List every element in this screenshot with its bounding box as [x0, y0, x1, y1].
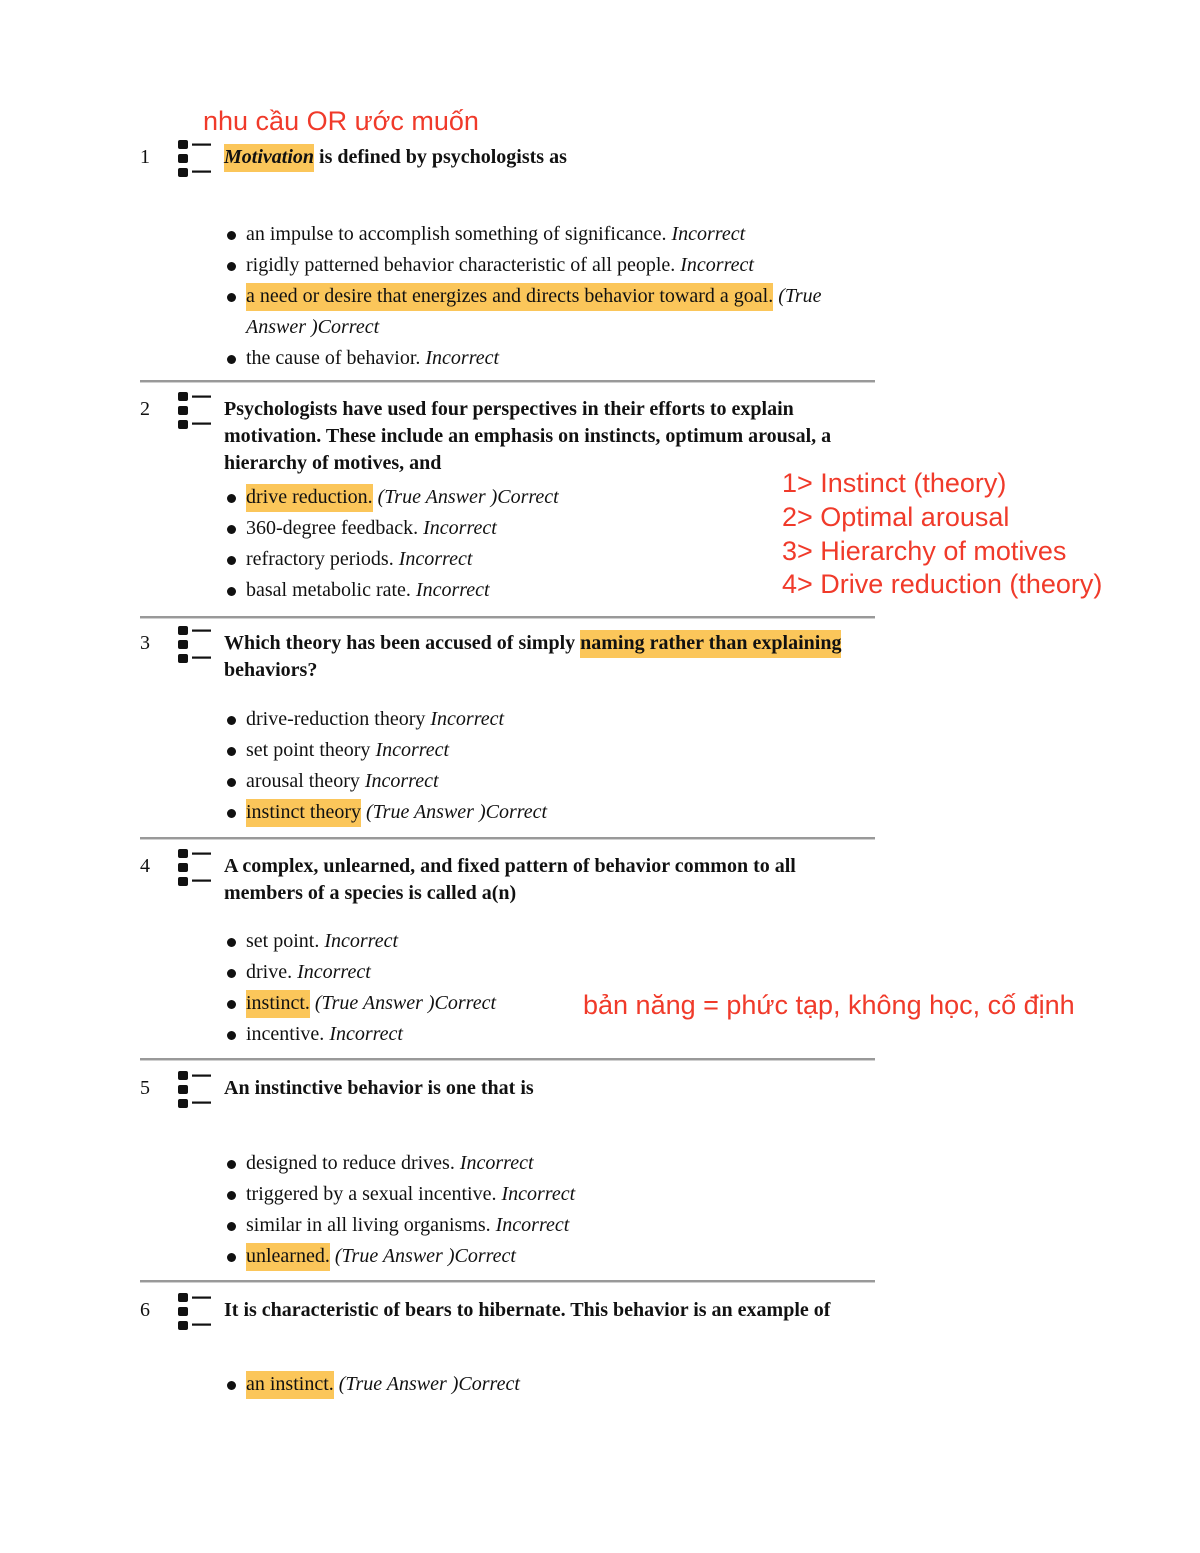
- stem-text: It is characteristic of bears to hibernate. This behavior is an example of: [224, 1299, 831, 1321]
- divider: [140, 616, 875, 619]
- answer-option: [224, 1241, 874, 1272]
- question-stem: [224, 1075, 879, 1102]
- stem-text: Which theory has been accused of simply: [224, 632, 581, 654]
- answer-option: [224, 575, 874, 606]
- highlighted-text: naming rather than explaining: [580, 630, 841, 658]
- answer-option: [224, 281, 874, 343]
- answer-verdict: Incorrect: [292, 961, 371, 983]
- answer-option: [224, 1019, 874, 1050]
- note-perspective-2: 2> Optimal arousal: [782, 502, 1010, 532]
- question-stem: [224, 396, 879, 477]
- divider: [140, 837, 875, 840]
- note-perspective-4: 4> Drive reduction (theory): [782, 569, 1103, 599]
- answer-text: incentive.: [246, 1023, 325, 1045]
- answer-list: [224, 926, 874, 1050]
- answer-option: [224, 544, 874, 575]
- answer-verdict: (True Answer )Correct: [333, 1373, 520, 1395]
- question-number: 3: [140, 632, 150, 654]
- answer-text: the cause of behavior.: [246, 347, 421, 369]
- answer-option: [224, 988, 874, 1019]
- answer-option: [224, 1210, 874, 1241]
- list-icon: [176, 624, 216, 666]
- answer-list: [224, 1369, 874, 1400]
- answer-verdict: Incorrect: [490, 1214, 570, 1236]
- divider: [140, 380, 875, 383]
- note-perspective-3: 3> Hierarchy of motives: [782, 536, 1067, 566]
- question-number: 4: [140, 855, 150, 877]
- answer-text: triggered by a sexual incentive.: [246, 1183, 497, 1205]
- question-number: 5: [140, 1077, 150, 1099]
- stem-text: Psychologists have used four perspectives in their efforts to explain motivation. These include an emphasis on instincts, optimum arousal, a hierarchy of motives, and: [224, 398, 832, 474]
- answer-option: [224, 482, 874, 513]
- stem-text: behaviors?: [224, 659, 318, 681]
- correct-answer-text: instinct theory: [246, 799, 361, 827]
- question-number: 6: [140, 1299, 150, 1321]
- answer-option: [224, 797, 874, 828]
- question-stem: [224, 1297, 879, 1324]
- question-stem: [224, 144, 879, 171]
- answer-text: set point theory: [246, 739, 371, 761]
- highlighted-text: Motivation: [224, 144, 314, 172]
- answer-list: [224, 219, 874, 374]
- note-instinct: bản năng = phức tạp, không học, cố định: [583, 990, 1075, 1020]
- question-stem: [224, 630, 879, 684]
- answer-option: [224, 343, 874, 374]
- divider: [140, 1058, 875, 1061]
- answer-verdict: Incorrect: [324, 1023, 403, 1045]
- stem-text: is defined by psychologists as: [314, 146, 567, 168]
- answer-verdict: Incorrect: [454, 1152, 534, 1174]
- answer-option: [224, 766, 874, 797]
- stem-text: An instinctive behavior is one that is: [224, 1077, 534, 1099]
- answer-option: [224, 957, 874, 988]
- answer-verdict: Incorrect: [319, 930, 399, 952]
- answer-verdict: Incorrect: [675, 254, 754, 276]
- question-stem: [224, 853, 879, 907]
- answer-text: arousal theory: [246, 770, 360, 792]
- answer-option: [224, 513, 874, 544]
- answer-list: [224, 482, 874, 606]
- note-motivation: nhu cầu OR ước muốn: [203, 106, 479, 136]
- answer-verdict: Incorrect: [410, 579, 490, 601]
- list-icon: [176, 1069, 216, 1111]
- answer-text: similar in all living organisms.: [246, 1214, 491, 1236]
- list-icon: [176, 390, 216, 432]
- answer-option: [224, 1179, 874, 1210]
- answer-option: [224, 704, 874, 735]
- question-number: 2: [140, 398, 150, 420]
- answer-verdict: (True Answer )Correct: [360, 801, 548, 823]
- answer-text: 360-degree feedback.: [246, 517, 419, 539]
- note-perspective-1: 1> Instinct (theory): [782, 468, 1007, 498]
- question-number: 1: [140, 146, 150, 168]
- answer-option: [224, 250, 874, 281]
- answer-verdict: Incorrect: [496, 1183, 576, 1205]
- answer-verdict: Incorrect: [420, 347, 500, 369]
- answer-option: [224, 735, 874, 766]
- answer-verdict: Incorrect: [418, 517, 497, 539]
- answer-option: [224, 926, 874, 957]
- correct-answer-text: drive reduction.: [246, 484, 373, 512]
- answer-option: [224, 1148, 874, 1179]
- answer-verdict: Incorrect: [393, 548, 473, 570]
- answer-text: rigidly patterned behavior characteristic of all people.: [246, 254, 676, 276]
- answer-list: [224, 1148, 874, 1272]
- answer-verdict: Incorrect: [666, 223, 746, 245]
- answer-verdict: (True Answer )Correct: [329, 1245, 516, 1267]
- list-icon: [176, 138, 216, 180]
- correct-answer-text: instinct.: [246, 990, 310, 1018]
- correct-answer-text: a need or desire that energizes and directs behavior toward a goal.: [246, 283, 773, 311]
- list-icon: [176, 1291, 216, 1333]
- answer-verdict: (True Answer )Correct: [372, 486, 559, 508]
- answer-verdict: Incorrect: [359, 770, 439, 792]
- answer-option: [224, 1369, 874, 1400]
- answer-verdict: Incorrect: [425, 708, 505, 730]
- answer-option: [224, 219, 874, 250]
- answer-list: [224, 704, 874, 828]
- answer-text: refractory periods.: [246, 548, 394, 570]
- answer-text: drive-reduction theory: [246, 708, 426, 730]
- answer-verdict: Incorrect: [370, 739, 450, 761]
- correct-answer-text: unlearned.: [246, 1243, 330, 1271]
- answer-text: an impulse to accomplish something of significance.: [246, 223, 667, 245]
- answer-verdict: (True Answer )Correct: [246, 285, 822, 338]
- correct-answer-text: an instinct.: [246, 1371, 334, 1399]
- list-icon: [176, 847, 216, 889]
- answer-verdict: (True Answer )Correct: [309, 992, 497, 1014]
- answer-text: designed to reduce drives.: [246, 1152, 455, 1174]
- answer-text: drive.: [246, 961, 293, 983]
- divider: [140, 1280, 875, 1283]
- answer-text: basal metabolic rate.: [246, 579, 411, 601]
- stem-text: A complex, unlearned, and fixed pattern of behavior common to all members of a species is called a(n): [224, 855, 796, 904]
- answer-text: set point.: [246, 930, 320, 952]
